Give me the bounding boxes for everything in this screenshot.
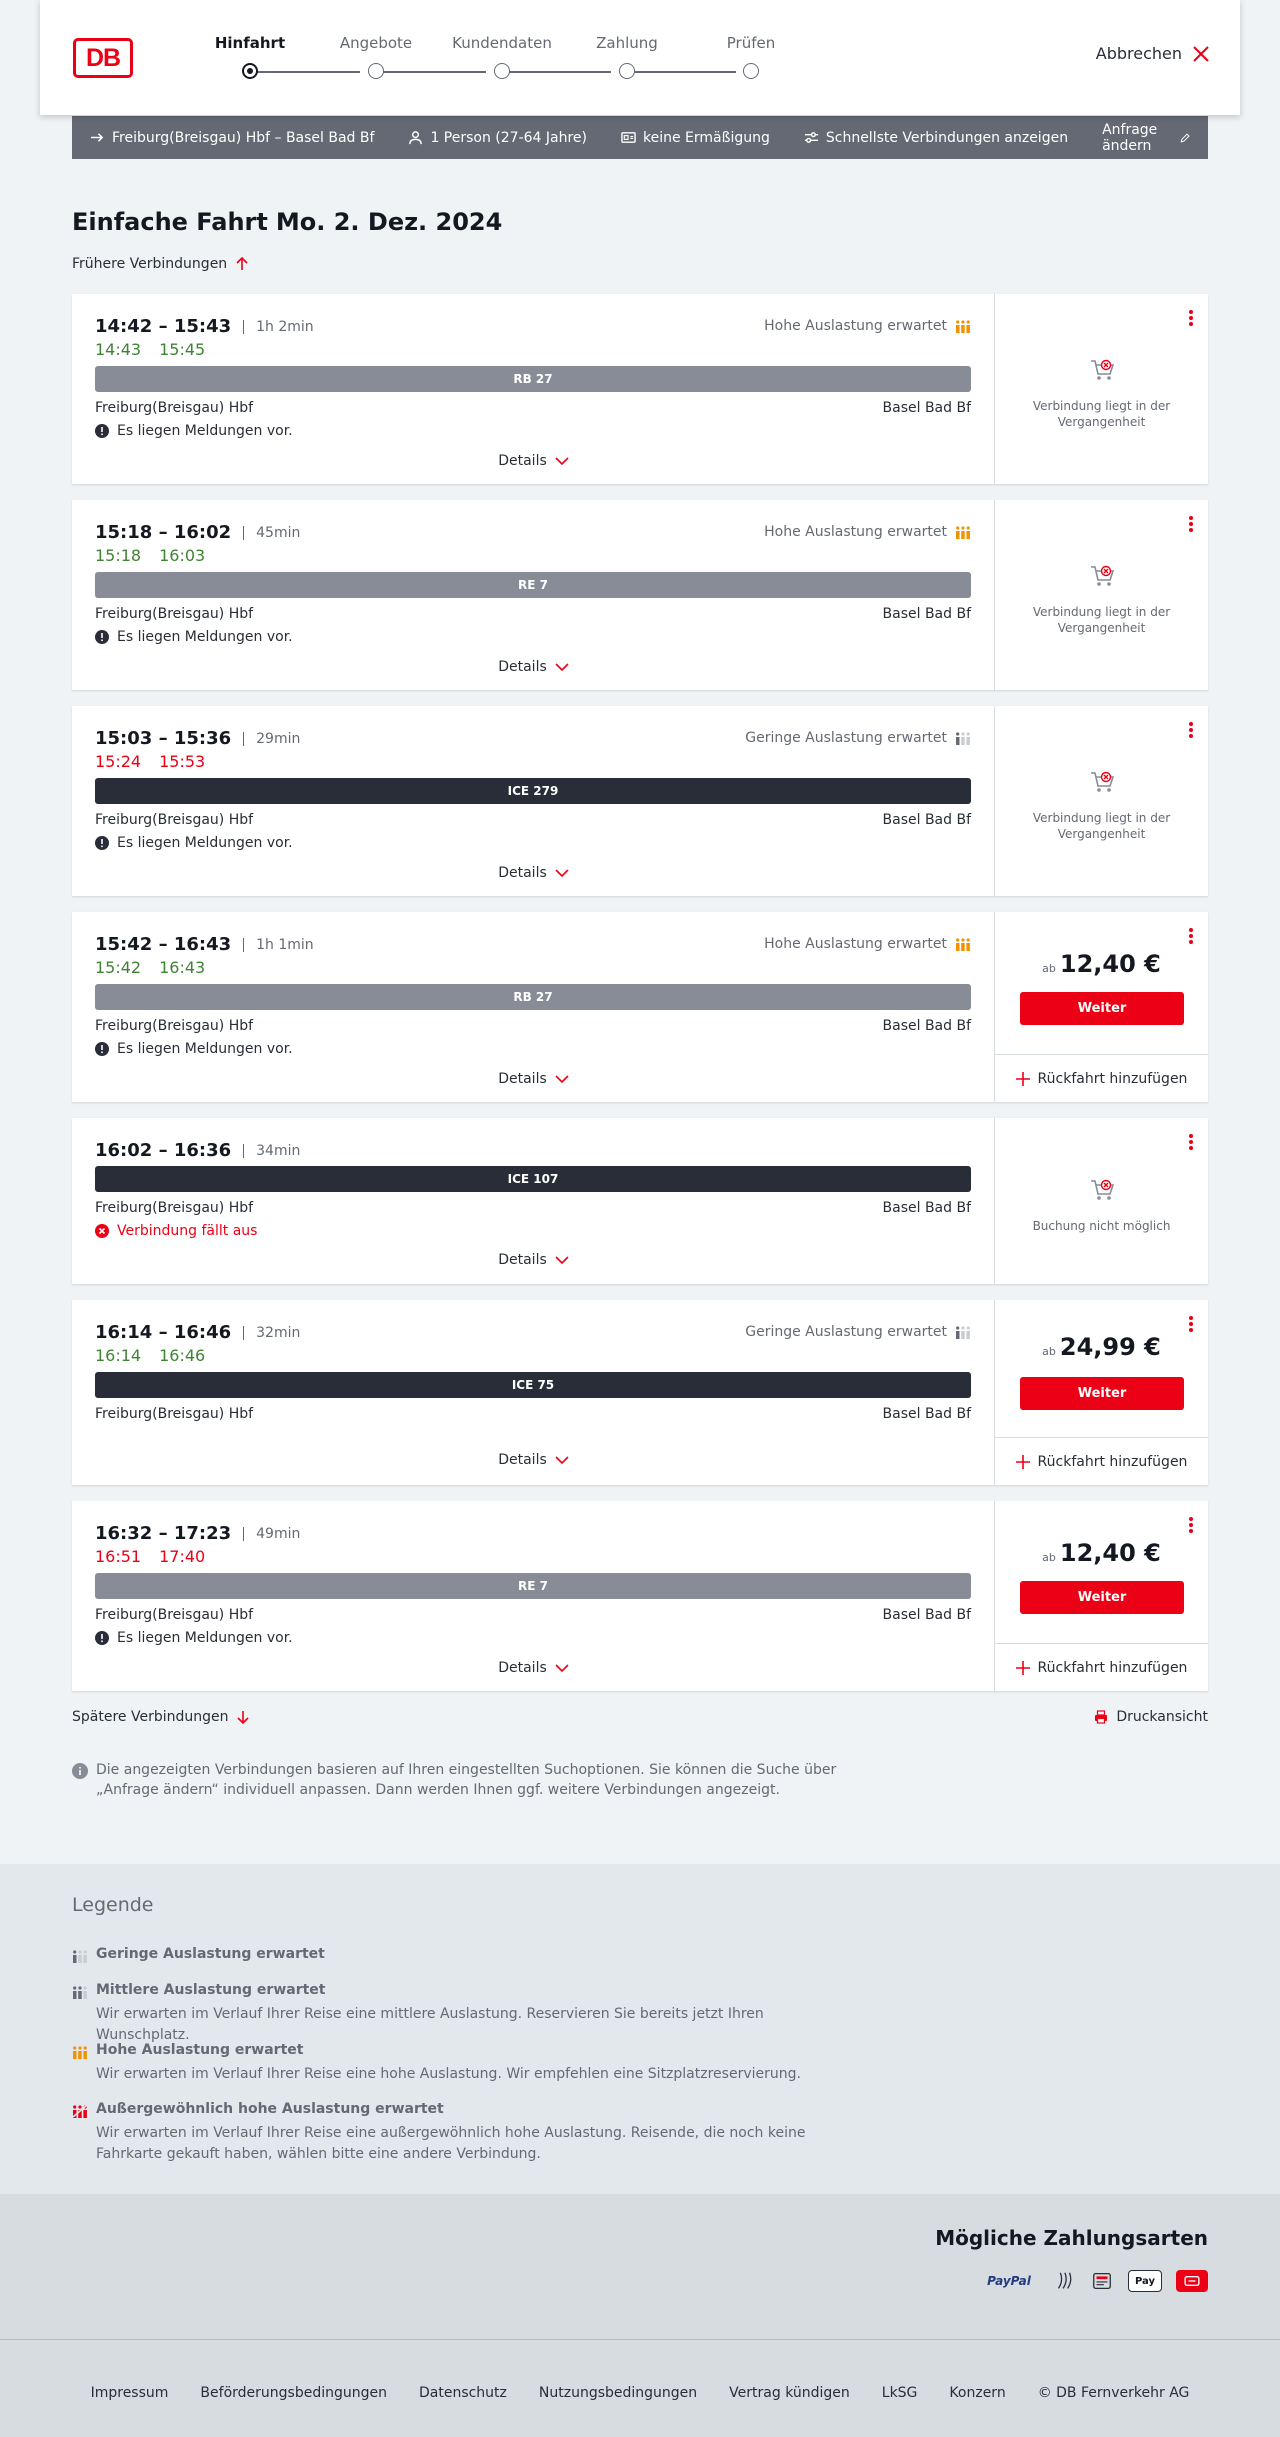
more-options-icon[interactable]	[1188, 516, 1194, 534]
realtime-arrival: 15:45	[159, 340, 206, 359]
occupancy-label: Hohe Auslastung erwartet	[764, 524, 947, 540]
realtime-times	[95, 1547, 205, 1566]
stepper-line	[627, 71, 736, 73]
persons-text: 1 Person (27-64 Jahre)	[430, 129, 587, 146]
discount-card-icon	[621, 130, 636, 145]
plus-icon	[1016, 1661, 1030, 1675]
pencil-icon	[1180, 130, 1190, 146]
legend-item-description: Wir erwarten im Verlauf Ihrer Reise eine mittlere Auslastung. Reservieren Sie bereits jetzt Ihren Wunschplatz.	[96, 2006, 764, 2043]
cart-disabled-icon	[1088, 1176, 1116, 1204]
payment-icons	[980, 2270, 1208, 2292]
step-label: Kundendaten	[452, 34, 552, 52]
connection-times	[95, 934, 314, 955]
price-prefix: ab	[1042, 1551, 1056, 1564]
connection-times	[95, 316, 314, 337]
details-label: Details	[498, 1452, 547, 1468]
more-options-icon[interactable]	[1188, 722, 1194, 740]
train-line-bar[interactable]: ICE 279	[95, 778, 971, 804]
legend-item-description: Wir erwarten im Verlauf Ihrer Reise eine hohe Auslastung. Wir empfehlen eine Sitzplatzreservierung.	[96, 2066, 801, 2082]
booking-header	[40, 0, 1240, 115]
later-label: Spätere Verbindungen	[72, 1709, 229, 1725]
legend-item	[72, 2042, 852, 2085]
train-line-bar[interactable]: ICE 75	[95, 1372, 971, 1398]
continue-button[interactable]: Weiter	[1020, 1581, 1184, 1614]
train-line-bar[interactable]: RB 27	[95, 984, 971, 1010]
step-dot	[494, 63, 510, 79]
occupancy-medium-icon	[72, 1985, 88, 1999]
more-options-icon[interactable]	[1188, 1134, 1194, 1152]
cancel-button[interactable]	[1096, 44, 1210, 63]
realtime-arrival: 15:53	[159, 752, 206, 771]
notice-text: Es liegen Meldungen vor.	[117, 835, 293, 851]
train-line-bar[interactable]: RE 7	[95, 1573, 971, 1599]
arrow-right-icon	[90, 130, 105, 145]
realtime-departure: 16:51	[95, 1547, 142, 1566]
disruption-notice	[95, 1630, 293, 1646]
stepper-line	[376, 71, 486, 73]
add-return-label: Rückfahrt hinzufügen	[1037, 1453, 1188, 1470]
duration: 1h 1min	[243, 938, 314, 952]
occupancy-high-icon	[955, 319, 971, 333]
person-icon	[408, 130, 423, 145]
legend-item	[72, 1982, 852, 2046]
details-label: Details	[498, 1660, 547, 1676]
connection-times	[95, 1140, 300, 1161]
step-label: Angebote	[339, 34, 413, 52]
filter-sliders-icon	[804, 130, 819, 145]
arrival-station: Basel Bad Bf	[882, 812, 971, 828]
legend-item	[72, 2101, 852, 2165]
passenger-summary	[408, 130, 587, 146]
train-line-bar[interactable]: ICE 107	[95, 1166, 971, 1192]
option-summary	[804, 130, 1068, 146]
legend-item-description: Wir erwarten im Verlauf Ihrer Reise eine außergewöhnlich hohe Auslastung. Reisende, die noch keine Fahrkarte gekauft haben, wählen bitte eine andere Verbindung.	[96, 2125, 806, 2162]
occupancy-info	[764, 524, 971, 540]
price-value: 24,99 €	[1059, 1333, 1161, 1361]
cancel-label: Abbrechen	[1095, 44, 1182, 63]
cancellation-notice	[95, 1223, 257, 1239]
realtime-times	[95, 340, 205, 359]
exclamation-icon	[95, 836, 109, 850]
legend-item	[72, 1946, 852, 1962]
connection-details	[72, 706, 995, 896]
notice-text: Es liegen Meldungen vor.	[117, 1630, 293, 1646]
disruption-notice	[95, 629, 293, 645]
occupancy-label: Geringe Auslastung erwartet	[745, 730, 947, 746]
legend-item-name: Geringe Auslastung erwartet	[96, 1946, 325, 1962]
later-connections-link[interactable]	[72, 1709, 250, 1725]
chevron-down-icon	[555, 868, 569, 878]
step-label: Prüfen	[726, 34, 776, 52]
connection-card[interactable]	[72, 912, 1208, 1102]
db-card-glyph	[1183, 2275, 1201, 2287]
chevron-down-icon	[555, 662, 569, 672]
step-angebote[interactable]	[316, 34, 436, 54]
booking-panel	[995, 1118, 1208, 1284]
train-line-bar[interactable]: RB 27	[95, 366, 971, 392]
realtime-departure: 15:42	[95, 958, 142, 977]
realtime-departure: 15:24	[95, 752, 142, 771]
booking-status-text: Verbindung liegt in der Vergangenheit	[1032, 811, 1171, 841]
occupancy-low-icon	[955, 1325, 971, 1339]
booking-panel	[995, 912, 1208, 1102]
realtime-arrival: 16:43	[159, 958, 206, 977]
duration: 45min	[243, 526, 300, 540]
occupancy-extreme-icon	[72, 2104, 88, 2118]
connection-details	[72, 294, 995, 484]
page-footer	[0, 2339, 1280, 2437]
realtime-departure: 15:18	[95, 546, 142, 565]
occupancy-high-icon	[955, 525, 971, 539]
occupancy-low-icon	[955, 731, 971, 745]
connection-times	[95, 1322, 300, 1343]
sepa-icon	[1090, 2270, 1114, 2292]
disruption-notice	[95, 835, 293, 851]
step-zahlung[interactable]	[567, 34, 687, 54]
scheduled-time: 15:18 – 16:02	[95, 522, 232, 543]
realtime-arrival: 16:46	[159, 1346, 206, 1365]
print-label: Druckansicht	[1116, 1709, 1208, 1725]
legend-item-name: Hohe Auslastung erwartet	[96, 2042, 304, 2058]
booking-status	[995, 1176, 1208, 1234]
paypal-wordmark: PayPal	[987, 2274, 1031, 2288]
occupancy-label: Geringe Auslastung erwartet	[745, 1324, 947, 1340]
add-return-label: Rückfahrt hinzufügen	[1037, 1659, 1188, 1676]
details-toggle[interactable]	[72, 1452, 995, 1468]
duration: 49min	[243, 1527, 300, 1541]
arrival-station: Basel Bad Bf	[882, 400, 971, 416]
footer-link-datenschutz[interactable]: Datenschutz	[418, 2385, 507, 2401]
booking-status-text: Verbindung liegt in der Vergangenheit	[1032, 605, 1171, 635]
db-card-icon	[1176, 2270, 1208, 2292]
connection-details	[72, 1300, 995, 1485]
booking-panel	[995, 1300, 1208, 1485]
cancel-circle-icon	[95, 1224, 109, 1238]
booking-status	[995, 356, 1208, 430]
add-return-trip-button[interactable]	[995, 1437, 1208, 1485]
price	[995, 950, 1208, 978]
footer-link-vertrag-kuendigen[interactable]: Vertrag kündigen	[729, 2385, 850, 2401]
arrival-station: Basel Bad Bf	[882, 606, 971, 622]
scheduled-time: 16:02 – 16:36	[95, 1140, 232, 1161]
realtime-departure: 16:14	[95, 1346, 142, 1365]
occupancy-info	[745, 1324, 971, 1340]
earlier-label: Frühere Verbindungen	[72, 256, 228, 272]
details-label: Details	[498, 1071, 547, 1087]
plus-icon	[1016, 1455, 1030, 1469]
details-label: Details	[498, 659, 547, 675]
details-label: Details	[498, 453, 547, 469]
footer-link-befoerderungsbedingungen[interactable]: Beförderungsbedingungen	[200, 2385, 387, 2401]
chevron-down-icon	[555, 1074, 569, 1084]
payment-methods-section	[0, 2194, 1280, 2339]
add-return-trip-button[interactable]	[995, 1054, 1208, 1102]
discount-summary	[621, 130, 770, 146]
disruption-notice	[95, 1041, 293, 1057]
step-hinfahrt[interactable]	[190, 34, 310, 54]
price-prefix: ab	[1042, 1345, 1056, 1358]
close-icon	[1192, 45, 1210, 63]
chevron-down-icon	[555, 1663, 569, 1673]
payment-title: Mögliche Zahlungsarten	[935, 2226, 1208, 2250]
connection-details	[72, 500, 995, 690]
notice-text: Es liegen Meldungen vor.	[117, 1041, 293, 1057]
footer-link-lksg[interactable]: LkSG	[881, 2385, 918, 2401]
more-options-icon[interactable]	[1188, 1316, 1194, 1334]
connection-card[interactable]	[72, 294, 1208, 484]
booking-panel	[995, 706, 1208, 896]
footer-copyright: © DB Fernverkehr AG	[1037, 2385, 1190, 2401]
departure-station: Freiburg(Breisgau) Hbf	[95, 1406, 254, 1422]
departure-station: Freiburg(Breisgau) Hbf	[95, 1607, 254, 1623]
details-toggle[interactable]	[72, 865, 995, 881]
connection-times	[95, 728, 300, 749]
stepper-line	[502, 71, 611, 73]
arrow-up-icon	[235, 257, 249, 271]
realtime-arrival: 17:40	[159, 1547, 206, 1566]
exclamation-icon	[95, 630, 109, 644]
step-dot	[368, 63, 384, 79]
arrival-station: Basel Bad Bf	[882, 1607, 971, 1623]
continue-button[interactable]: Weiter	[1020, 1377, 1184, 1410]
apple-pay-wordmark: Pay	[1134, 2275, 1156, 2287]
contactless-glyph	[1053, 2270, 1075, 2292]
edit-search-label: Anfrage ändern	[1102, 121, 1158, 154]
stepper-line	[250, 71, 360, 73]
connection-card[interactable]	[72, 706, 1208, 896]
realtime-times	[95, 752, 205, 771]
scheduled-time: 14:42 – 15:43	[95, 316, 232, 337]
occupancy-label: Hohe Auslastung erwartet	[764, 936, 947, 952]
departure-station: Freiburg(Breisgau) Hbf	[95, 812, 254, 828]
arrival-station: Basel Bad Bf	[882, 1018, 971, 1034]
notice-text: Verbindung fällt aus	[117, 1223, 258, 1239]
occupancy-info	[764, 936, 971, 952]
chevron-down-icon	[555, 1455, 569, 1465]
connection-card[interactable]	[72, 1300, 1208, 1485]
step-kundendaten[interactable]	[442, 34, 562, 54]
chevron-down-icon	[555, 456, 569, 466]
details-toggle[interactable]	[72, 659, 995, 675]
footer-links	[0, 2385, 1280, 2401]
cart-disabled-icon	[1088, 356, 1116, 384]
legend-title: Legende	[72, 1894, 154, 1916]
info-text: Die angezeigten Verbindungen basieren auf Ihren eingestellten Suchoptionen. Sie können die Suche über „Anfrage ändern“ individuell anpassen. Dann werden Ihnen ggf. weitere Verbindungen angezeigt.	[96, 1762, 837, 1798]
scheduled-time: 15:42 – 16:43	[95, 934, 232, 955]
search-summary-bar	[72, 116, 1208, 159]
route-summary	[90, 130, 374, 146]
title-main: Einfache Fahrt	[72, 208, 268, 236]
connection-details	[72, 1501, 995, 1691]
printer-icon	[1094, 1710, 1108, 1724]
apple-pay-icon	[1128, 2270, 1162, 2292]
legend-item-name: Außergewöhnlich hohe Auslastung erwartet	[96, 2101, 444, 2117]
info-icon	[72, 1763, 88, 1779]
notice-text: Es liegen Meldungen vor.	[117, 629, 293, 645]
add-return-label: Rückfahrt hinzufügen	[1037, 1070, 1188, 1087]
print-view-link[interactable]	[1094, 1709, 1208, 1725]
continue-button[interactable]: Weiter	[1020, 992, 1184, 1025]
price-prefix: ab	[1042, 962, 1056, 975]
progress-stepper	[210, 34, 776, 84]
booking-status-text: Verbindung liegt in der Vergangenheit	[1032, 399, 1171, 429]
legend-item-name: Mittlere Auslastung erwartet	[96, 1982, 326, 1998]
connection-times	[95, 1523, 300, 1544]
price-value: 12,40 €	[1059, 950, 1161, 978]
db-logo[interactable]: DB	[73, 38, 133, 78]
realtime-departure: 14:43	[95, 340, 142, 359]
booking-status	[995, 562, 1208, 636]
realtime-times	[95, 546, 205, 565]
scheduled-time: 15:03 – 15:36	[95, 728, 232, 749]
departure-station: Freiburg(Breisgau) Hbf	[95, 1200, 254, 1216]
paypal-icon	[980, 2270, 1038, 2292]
connection-card[interactable]	[72, 1501, 1208, 1691]
plus-icon	[1016, 1072, 1030, 1086]
details-toggle[interactable]	[72, 1660, 995, 1676]
step-label: Hinfahrt	[214, 34, 286, 52]
cart-disabled-icon	[1088, 768, 1116, 796]
occupancy-info	[764, 318, 971, 334]
step-dot	[743, 63, 759, 79]
booking-panel	[995, 1501, 1208, 1691]
footer-link-nutzungsbedingungen[interactable]: Nutzungsbedingungen	[538, 2385, 698, 2401]
discount-text: keine Ermäßigung	[643, 129, 770, 146]
notice-text: Es liegen Meldungen vor.	[117, 423, 293, 439]
price	[995, 1333, 1208, 1361]
occupancy-low-icon	[72, 1949, 88, 1963]
scheduled-time: 16:32 – 17:23	[95, 1523, 232, 1544]
departure-station: Freiburg(Breisgau) Hbf	[95, 1018, 254, 1034]
earlier-connections-link[interactable]	[72, 256, 249, 272]
realtime-arrival: 16:03	[159, 546, 206, 565]
details-label: Details	[498, 865, 547, 881]
title-date: Mo. 2. Dez. 2024	[275, 208, 503, 236]
occupancy-label: Hohe Auslastung erwartet	[764, 318, 947, 334]
cart-disabled-icon	[1088, 562, 1116, 590]
occupancy-info	[745, 730, 971, 746]
exclamation-icon	[95, 1631, 109, 1645]
more-options-icon[interactable]	[1188, 310, 1194, 328]
booking-panel	[995, 500, 1208, 690]
step-label: Zahlung	[596, 34, 658, 52]
chevron-down-icon	[555, 1255, 569, 1265]
add-return-trip-button[interactable]	[995, 1643, 1208, 1691]
price	[995, 1539, 1208, 1567]
option-text: Schnellste Verbindungen anzeigen	[825, 129, 1069, 146]
duration: 1h 2min	[243, 320, 314, 334]
realtime-times	[95, 1346, 205, 1365]
duration: 34min	[243, 1144, 300, 1158]
arrow-down-icon	[236, 1710, 250, 1724]
sepa-glyph	[1091, 2270, 1113, 2292]
footer-link-konzern[interactable]: Konzern	[949, 2385, 1006, 2401]
realtime-times	[95, 958, 205, 977]
duration: 29min	[243, 732, 300, 746]
step-pruefen[interactable]	[691, 34, 811, 54]
arrival-station: Basel Bad Bf	[882, 1406, 971, 1422]
details-label: Details	[498, 1252, 547, 1268]
footer-link-impressum[interactable]: Impressum	[90, 2385, 169, 2401]
step-dot	[242, 63, 258, 79]
booking-panel	[995, 294, 1208, 484]
departure-station: Freiburg(Breisgau) Hbf	[95, 606, 254, 622]
legend-section	[0, 1864, 1280, 2194]
connection-details	[72, 912, 995, 1102]
exclamation-icon	[95, 1042, 109, 1056]
disruption-notice	[95, 423, 293, 439]
booking-status	[995, 768, 1208, 842]
edit-search-button[interactable]	[1102, 122, 1190, 154]
occupancy-high-icon	[955, 937, 971, 951]
connection-card[interactable]	[72, 1118, 1208, 1284]
departure-station: Freiburg(Breisgau) Hbf	[95, 400, 254, 416]
connection-times	[95, 522, 300, 543]
search-info-note	[72, 1760, 852, 1800]
more-options-icon[interactable]	[1188, 1517, 1194, 1535]
booking-status-text: Buchung nicht möglich	[1032, 1219, 1171, 1233]
contactless-icon	[1052, 2270, 1076, 2292]
connection-details	[72, 1118, 995, 1284]
arrival-station: Basel Bad Bf	[882, 1200, 971, 1216]
train-line-bar[interactable]: RE 7	[95, 572, 971, 598]
details-toggle[interactable]	[72, 453, 995, 469]
more-options-icon[interactable]	[1188, 928, 1194, 946]
price-value: 12,40 €	[1059, 1539, 1161, 1567]
step-dot	[619, 63, 635, 79]
page-title	[72, 208, 502, 236]
route-text: Freiburg(Breisgau) Hbf – Basel Bad Bf	[112, 129, 375, 146]
details-toggle[interactable]	[72, 1252, 995, 1268]
connection-card[interactable]	[72, 500, 1208, 690]
duration: 32min	[243, 1326, 300, 1340]
exclamation-icon	[95, 424, 109, 438]
occupancy-high-icon	[72, 2045, 88, 2059]
details-toggle[interactable]	[72, 1071, 995, 1087]
scheduled-time: 16:14 – 16:46	[95, 1322, 232, 1343]
